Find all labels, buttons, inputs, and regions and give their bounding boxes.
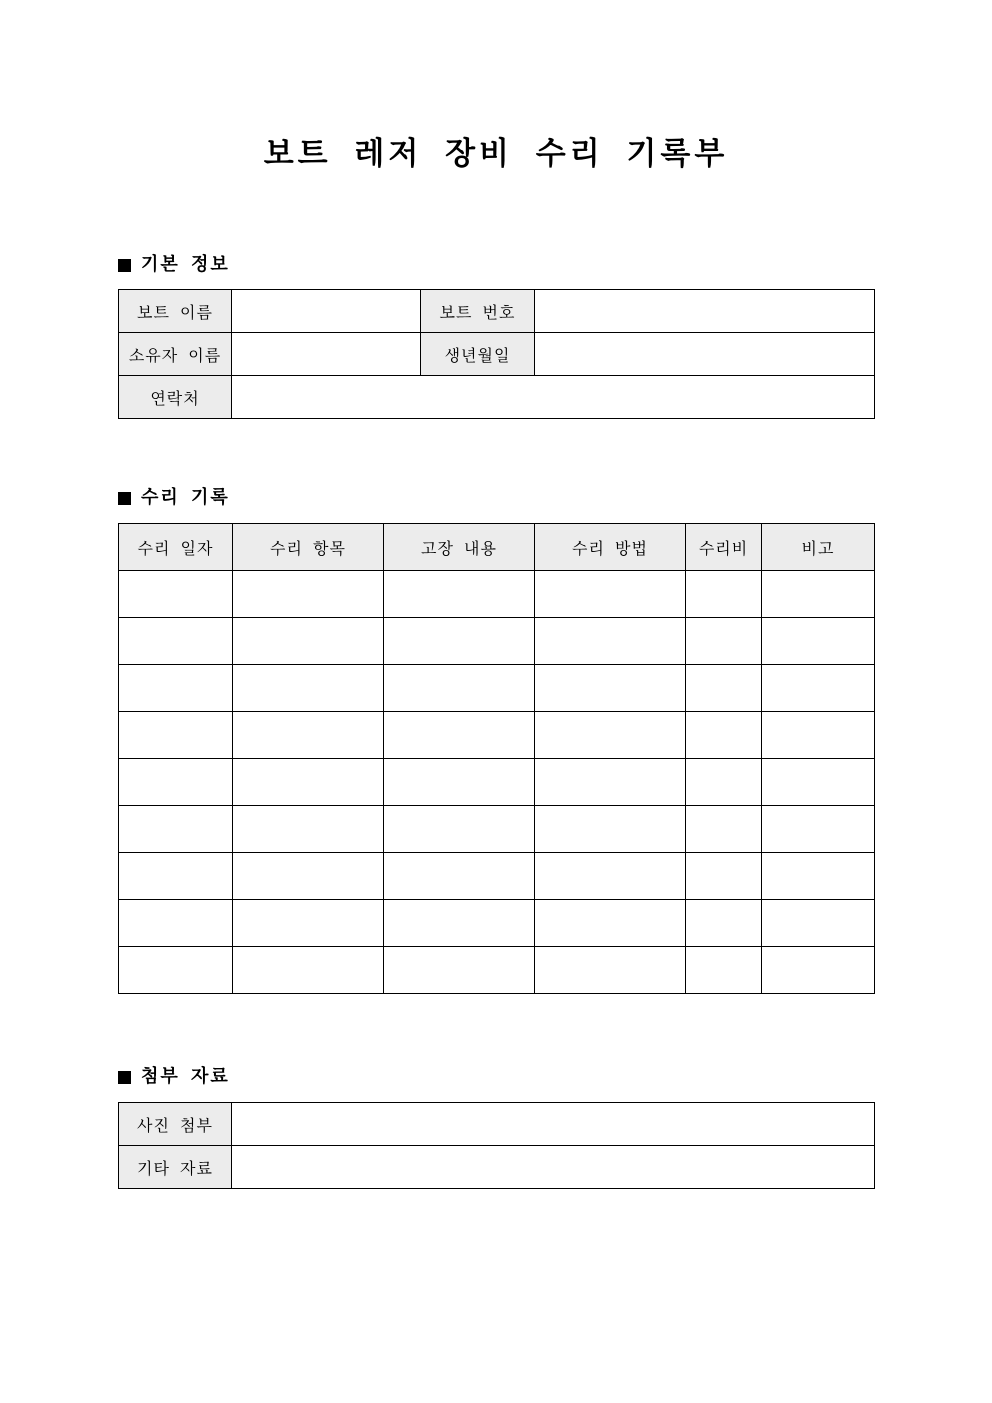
column-header-fault-description: 고장 내용 (384, 524, 535, 571)
fault-description-cell[interactable] (384, 618, 535, 665)
document-title: 보트 레저 장비 수리 기록부 (263, 136, 729, 172)
repair-item-cell[interactable] (233, 947, 384, 994)
table-row (119, 376, 875, 419)
table-row (119, 333, 875, 376)
birthdate-label: 생년월일 (421, 333, 535, 376)
remarks-cell[interactable] (762, 712, 875, 759)
fault-description-cell[interactable] (384, 806, 535, 853)
repair-item-cell[interactable] (233, 571, 384, 618)
repair-cost-cell[interactable] (686, 853, 762, 900)
repair-method-cell[interactable] (535, 900, 686, 947)
repair-method-cell[interactable] (535, 712, 686, 759)
repair-method-cell[interactable] (535, 806, 686, 853)
square-bullet-icon (118, 1071, 131, 1084)
birthdate-field[interactable] (535, 333, 875, 376)
fault-description-cell[interactable] (384, 712, 535, 759)
repair-record-table (118, 523, 875, 994)
repair-date-cell[interactable] (119, 618, 233, 665)
section-heading-basic-info (118, 253, 230, 277)
repair-method-cell[interactable] (535, 571, 686, 618)
repair-cost-cell[interactable] (686, 712, 762, 759)
repair-item-cell[interactable] (233, 618, 384, 665)
photo-attachment-label: 사진 첨부 (119, 1103, 232, 1146)
square-bullet-icon (118, 259, 131, 272)
table-row (119, 1103, 875, 1146)
repair-cost-cell[interactable] (686, 947, 762, 994)
table-row (119, 900, 875, 947)
attachments-table (118, 1102, 875, 1189)
repair-cost-cell[interactable] (686, 806, 762, 853)
section-label: 첨부 자료 (141, 1066, 230, 1087)
owner-name-label: 소유자 이름 (119, 333, 232, 376)
remarks-cell[interactable] (762, 571, 875, 618)
repair-date-cell[interactable] (119, 571, 233, 618)
photo-attachment-field[interactable] (232, 1103, 875, 1146)
remarks-cell[interactable] (762, 853, 875, 900)
repair-method-cell[interactable] (535, 759, 686, 806)
repair-item-cell[interactable] (233, 712, 384, 759)
section-heading-attachments (118, 1065, 230, 1089)
table-row (119, 1146, 875, 1189)
owner-name-field[interactable] (232, 333, 421, 376)
column-header-repair-cost: 수리비 (686, 524, 762, 571)
fault-description-cell[interactable] (384, 665, 535, 712)
repair-cost-cell[interactable] (686, 571, 762, 618)
table-row (119, 947, 875, 994)
repair-cost-cell[interactable] (686, 759, 762, 806)
table-header-row (119, 524, 875, 571)
repair-item-cell[interactable] (233, 665, 384, 712)
remarks-cell[interactable] (762, 947, 875, 994)
section-label: 기본 정보 (141, 254, 230, 275)
column-header-repair-date: 수리 일자 (119, 524, 233, 571)
table-row (119, 571, 875, 618)
boat-name-field[interactable] (232, 290, 421, 333)
column-header-repair-method: 수리 방법 (535, 524, 686, 571)
fault-description-cell[interactable] (384, 571, 535, 618)
repair-method-cell[interactable] (535, 618, 686, 665)
repair-method-cell[interactable] (535, 853, 686, 900)
repair-item-cell[interactable] (233, 853, 384, 900)
repair-item-cell[interactable] (233, 759, 384, 806)
remarks-cell[interactable] (762, 900, 875, 947)
repair-date-cell[interactable] (119, 806, 233, 853)
remarks-cell[interactable] (762, 665, 875, 712)
fault-description-cell[interactable] (384, 759, 535, 806)
repair-date-cell[interactable] (119, 665, 233, 712)
table-row (119, 665, 875, 712)
repair-date-cell[interactable] (119, 759, 233, 806)
basic-info-table (118, 289, 875, 419)
other-materials-field[interactable] (232, 1146, 875, 1189)
table-row (119, 806, 875, 853)
fault-description-cell[interactable] (384, 947, 535, 994)
table-row (119, 712, 875, 759)
table-row (119, 618, 875, 665)
boat-number-field[interactable] (535, 290, 875, 333)
repair-date-cell[interactable] (119, 853, 233, 900)
repair-item-cell[interactable] (233, 900, 384, 947)
fault-description-cell[interactable] (384, 853, 535, 900)
remarks-cell[interactable] (762, 806, 875, 853)
repair-date-cell[interactable] (119, 947, 233, 994)
square-bullet-icon (118, 492, 131, 505)
repair-date-cell[interactable] (119, 900, 233, 947)
section-label: 수리 기록 (141, 487, 230, 508)
boat-number-label: 보트 번호 (421, 290, 535, 333)
remarks-cell[interactable] (762, 618, 875, 665)
repair-item-cell[interactable] (233, 806, 384, 853)
repair-cost-cell[interactable] (686, 618, 762, 665)
repair-date-cell[interactable] (119, 712, 233, 759)
fault-description-cell[interactable] (384, 900, 535, 947)
other-materials-label: 기타 자료 (119, 1146, 232, 1189)
contact-field[interactable] (232, 376, 875, 419)
boat-name-label: 보트 이름 (119, 290, 232, 333)
section-heading-repair-record (118, 486, 230, 510)
remarks-cell[interactable] (762, 759, 875, 806)
table-row (119, 759, 875, 806)
column-header-remarks: 비고 (762, 524, 875, 571)
repair-cost-cell[interactable] (686, 665, 762, 712)
column-header-repair-item: 수리 항목 (233, 524, 384, 571)
repair-method-cell[interactable] (535, 665, 686, 712)
table-row (119, 853, 875, 900)
table-row (119, 290, 875, 333)
repair-cost-cell[interactable] (686, 900, 762, 947)
repair-method-cell[interactable] (535, 947, 686, 994)
contact-label: 연락처 (119, 376, 232, 419)
